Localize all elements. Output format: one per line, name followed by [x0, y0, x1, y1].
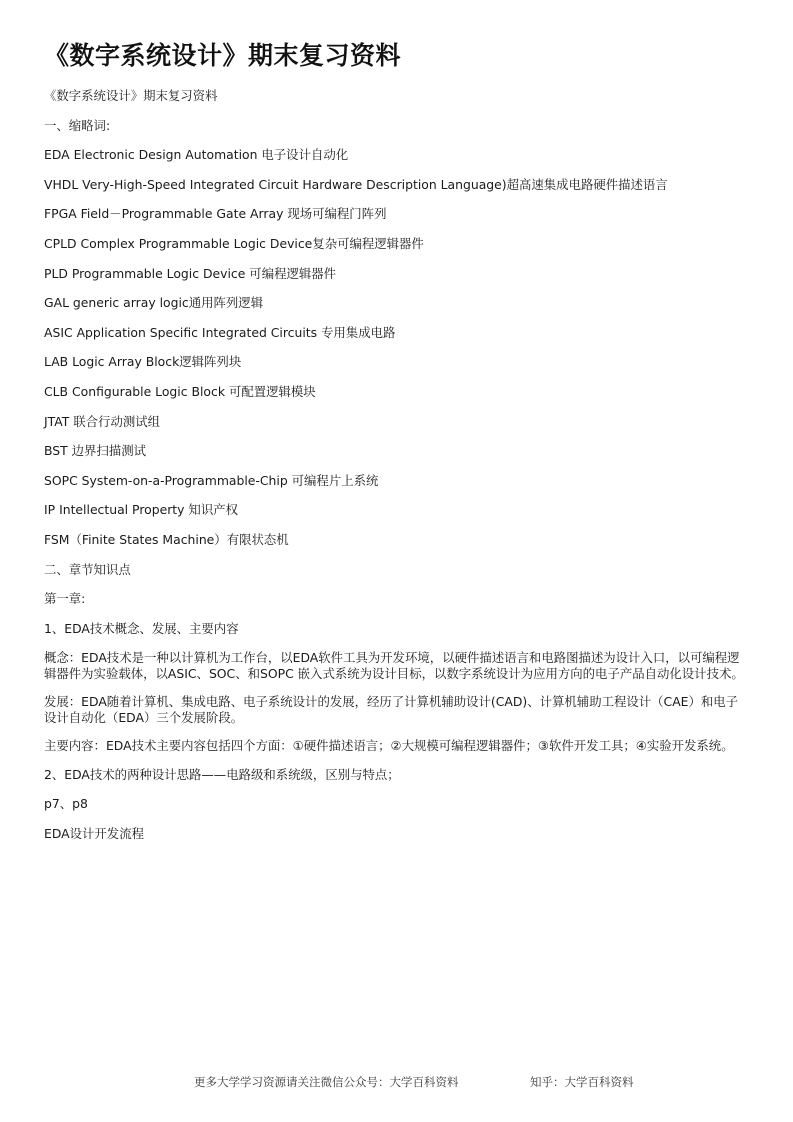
- paragraph-concept: 概念：EDA技术是一种以计算机为工作台，以EDA软件工具为开发环境，以硬件描述语言和电路图描述为设计入口，以可编程逻辑器件为实验载体，以ASIC、SOC、和SOPC 嵌入式系统为设计目标，以数字系统设计为应用方向的电子产品自动化设计技术。: [44, 650, 744, 681]
- abbreviation-pld: PLD Programmable Logic Device 可编程逻辑器件: [44, 265, 337, 281]
- abbreviation-lab: LAB Logic Array Block逻辑阵列块: [44, 354, 242, 370]
- abbreviation-fsm: FSM（Finite States Machine）有限状态机: [44, 531, 289, 547]
- abbreviation-cpld: CPLD Complex Programmable Logic Device复杂可编程逻辑器件: [44, 235, 424, 251]
- topic-heading-1: 1、EDA技术概念、发展、主要内容: [44, 620, 239, 636]
- topic-heading-2: 2、EDA技术的两种设计思路——电路级和系统级，区别与特点；: [44, 766, 400, 782]
- abbreviation-vhdl: VHDL Very-High-Speed Integrated Circuit Hardware Description Language)超高速集成电路硬件描述语言: [44, 176, 668, 192]
- document-body: [44, 88, 749, 856]
- abbreviation-jtat: JTAT 联合行动测试组: [44, 413, 161, 429]
- paragraph-main-content: 主要内容：EDA技术主要内容包括四个方面：①硬件描述语言；②大规模可编程逻辑器件；③软件开发工具；④实验开发系统。: [44, 738, 734, 754]
- abbreviation-asic: ASIC Application Specific Integrated Circuits 专用集成电路: [44, 324, 396, 340]
- abbreviation-bst: BST 边界扫描测试: [44, 443, 146, 459]
- footer-wechat-note: 更多大学学习资源请关注微信公众号：大学百科资料: [194, 1075, 459, 1089]
- page-title: 《数字系统设计》期末复习资料: [44, 41, 402, 70]
- abbreviation-sopc: SOPC System-on-a-Programmable-Chip 可编程片上系统: [44, 472, 379, 488]
- abbreviation-fpga: FPGA Field－Programmable Gate Array 现场可编程门阵列: [44, 206, 387, 222]
- page-reference: p7、p8: [44, 796, 88, 812]
- chapter-heading-1: 第一章:: [44, 591, 86, 607]
- paragraph-development: 发展：EDA随着计算机、集成电路、电子系统设计的发展，经历了计算机辅助设计(CAD)、计算机辅助工程设计（CAE）和电子设计自动化（EDA）三个发展阶段。: [44, 694, 739, 725]
- text-line-subtitle: 《数字系统设计》期末复习资料: [44, 88, 218, 103]
- section-heading-chapters: 二、章节知识点: [44, 561, 131, 577]
- abbreviation-eda: EDA Electronic Design Automation 电子设计自动化: [44, 147, 349, 163]
- section-heading-abbreviations: 一、缩略词:: [44, 117, 111, 133]
- abbreviation-clb: CLB Configurable Logic Block 可配置逻辑模块: [44, 383, 316, 399]
- abbreviation-gal: GAL generic array logic通用阵列逻辑: [44, 295, 264, 311]
- footer-zhihu-note: 知乎：大学百科资料: [530, 1075, 634, 1089]
- abbreviation-ip: IP Intellectual Property 知识产权: [44, 502, 238, 518]
- topic-heading-design-flow: EDA设计开发流程: [44, 825, 144, 841]
